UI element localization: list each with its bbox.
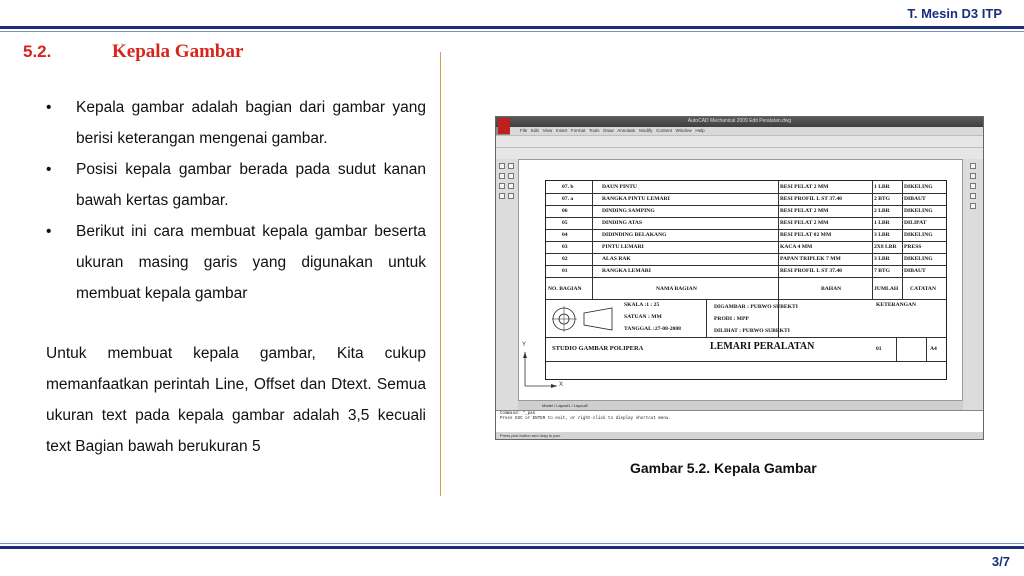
title-block-cell: DIBAUT xyxy=(904,268,926,274)
title-block-cell: RANGKA LEMARI xyxy=(602,268,651,274)
menu-bar xyxy=(510,127,983,135)
menu-view: View xyxy=(542,128,553,133)
title-block-cell: BESI PROFIL L ST 37.40 xyxy=(780,196,842,202)
title-block-cell: ALAS RAK xyxy=(602,256,631,262)
footer-rule xyxy=(0,546,1024,549)
title-block-line xyxy=(778,181,779,337)
title-block-line xyxy=(706,299,707,337)
header-rule xyxy=(0,26,1024,29)
polyline-icon xyxy=(508,163,514,169)
section-number: 5.2. xyxy=(23,42,52,61)
title-block xyxy=(545,180,947,380)
projection-symbol-icon xyxy=(552,305,618,333)
command-window xyxy=(496,410,983,432)
title-block-cell: CATATAN xyxy=(910,286,936,292)
title-block-cell: 05 xyxy=(562,220,568,226)
title-block-cell: DAUN PINTU xyxy=(602,184,637,190)
title-block-cell: PRESS xyxy=(904,244,922,250)
erase-icon xyxy=(970,163,976,169)
title-block-cell: DIGAMBAR : PURWO SUBEKTI xyxy=(714,304,798,310)
title-block-cell: TANGGAL :27-08-2008 xyxy=(624,326,681,332)
block-icon xyxy=(508,193,514,199)
hatch-icon xyxy=(508,183,514,189)
menu-format: Format xyxy=(571,128,586,133)
title-block-cell: BESI PELAT 2 MM xyxy=(780,208,829,214)
right-toolbar xyxy=(963,159,983,411)
title-block-cell: 03 xyxy=(562,244,568,250)
title-block-cell: 1 LBR xyxy=(874,184,890,190)
title-block-cell: DIDINDING BELAKANG xyxy=(602,232,667,238)
menu-file: File xyxy=(520,128,528,133)
title-block-cell: KETERANGAN xyxy=(876,302,917,308)
line-icon xyxy=(499,163,505,169)
bullet-icon: • xyxy=(46,161,52,178)
bullet-icon: • xyxy=(46,223,52,240)
title-block-cell: 02 xyxy=(562,256,568,262)
title-block-cell: 2X8 LBR xyxy=(874,244,897,250)
title-block-cell: 7 BTG xyxy=(874,268,891,274)
title-block-cell: 3 LBR xyxy=(874,256,890,262)
title-block-cell: NO. BAGIAN xyxy=(548,286,582,292)
circle-icon xyxy=(499,173,505,179)
title-block-cell: BESI PROFIL L ST 37.40 xyxy=(780,268,842,274)
toolbar-layers xyxy=(496,147,983,159)
column-divider xyxy=(440,52,441,496)
title-block-cell: 2 BTG xyxy=(874,196,891,202)
title-block-cell: JUMLAH xyxy=(874,286,899,292)
title-block-cell: 07. a xyxy=(562,196,574,202)
title-block-cell: DIKELING xyxy=(904,232,933,238)
section-title: Kepala Gambar xyxy=(112,41,244,62)
title-block-cell: 04 xyxy=(562,232,568,238)
bullet-icon: • xyxy=(46,99,52,116)
title-block-cell: DINDING SAMPING xyxy=(602,208,655,214)
bullet-text: Kepala gambar adalah bagian dari gambar yang berisi keterangan mengenai gambar. xyxy=(76,99,426,147)
title-block-line xyxy=(546,277,946,278)
left-toolbar xyxy=(496,159,518,411)
title-block-cell: PRODI : MPP xyxy=(714,316,749,322)
title-block-cell: BESI PELAT 2 MM xyxy=(780,184,829,190)
title-block-line xyxy=(896,337,897,361)
text-icon xyxy=(499,193,505,199)
menu-content: Content xyxy=(656,128,672,133)
arc-icon xyxy=(508,173,514,179)
menu-window: Window xyxy=(675,128,692,133)
axis-x-label: X xyxy=(559,382,564,388)
rectangle-icon xyxy=(499,183,505,189)
title-block-cell: 2 LBR xyxy=(874,208,890,214)
title-block-cell: 01 xyxy=(562,268,568,274)
command-line: Press ESC or ENTER to exit, or right-click to display shortcut menu. xyxy=(500,417,671,421)
title-block-cell: DILIPAT xyxy=(904,220,927,226)
title-block-cell: 1 LBR xyxy=(874,220,890,226)
title-block-cell: RANGKA PINTU LEMARI xyxy=(602,196,670,202)
title-block-cell: BESI PELAT 02 MM xyxy=(780,232,832,238)
menu-tools: Tools xyxy=(588,128,600,133)
bullet-text: Posisi kepala gambar berada pada sudut kanan bawah kertas gambar. xyxy=(76,161,426,209)
title-block-cell: 06 xyxy=(562,208,568,214)
title-block-cell: DILIHAT : PURWO SUBEKTI xyxy=(714,328,790,334)
menu-insert: Insert xyxy=(556,128,568,133)
title-block-cell: DINDING ATAS xyxy=(602,220,643,226)
move-icon xyxy=(970,203,976,209)
toolbar-standard xyxy=(496,135,983,147)
offset-icon xyxy=(970,193,976,199)
title-block-cell: STUDIO GAMBAR POLIPERA xyxy=(552,345,644,352)
bullet-item xyxy=(46,216,426,309)
title-block-cell: DIKELING xyxy=(904,208,933,214)
title-block-cell: PINTU LEMARI xyxy=(602,244,644,250)
menu-draw: Draw xyxy=(603,128,614,133)
menu-edit: Edit xyxy=(531,128,539,133)
bullet-text: Berikut ini cara membuat kepala gambar beserta ukuran masing garis yang digunakan untuk membuat kepala gambar xyxy=(76,223,426,302)
autocad-screenshot xyxy=(495,116,984,440)
title-block-cell: A4 xyxy=(930,346,937,352)
title-block-cell: DIKELING xyxy=(904,256,933,262)
bullet-item xyxy=(46,92,426,154)
copy-icon xyxy=(970,173,976,179)
title-block-line xyxy=(926,337,927,361)
title-block-cell: 3 LBR xyxy=(874,232,890,238)
title-block-cell: PAPAN TRIPLEK 7 MM xyxy=(780,256,841,262)
menu-modify: Modify xyxy=(639,128,653,133)
body-paragraph: Untuk membuat kepala gambar, Kita cukup memanfaatkan perintah Line, Offset dan Dtext. Semua ukuran text pada kepala gambar adalah 3,5 kecuali text Bagian bawah berukuran 5 xyxy=(46,345,426,455)
title-block-line xyxy=(546,361,946,362)
bullet-item xyxy=(46,154,426,216)
title-block-cell: SKALA :1 : 25 xyxy=(624,302,660,308)
title-block-cell: LEMARI PERALATAN xyxy=(710,341,815,352)
footer-rule-thin xyxy=(0,543,1024,544)
title-block-cell: NAMA BAGIAN xyxy=(656,286,697,292)
title-block-line xyxy=(546,337,946,338)
mirror-icon xyxy=(970,183,976,189)
brand-label: T. Mesin D3 ITP xyxy=(907,6,1002,21)
title-block-line xyxy=(592,181,593,299)
title-block-line xyxy=(872,181,873,299)
title-block-cell: 01 xyxy=(876,346,882,352)
status-bar: Press pick button and drag to pan. xyxy=(496,432,983,440)
menu-annotate: Annotate xyxy=(617,128,636,133)
bullet-list xyxy=(46,92,426,309)
window-titlebar xyxy=(496,117,983,127)
title-block-cell: KACA 4 MM xyxy=(780,244,813,250)
drawing-canvas xyxy=(518,159,963,401)
header-rule-thin xyxy=(0,31,1024,32)
menu-help: Help xyxy=(695,128,705,133)
title-block-cell: DIKELING xyxy=(904,184,933,190)
axis-y-label: Y xyxy=(522,342,527,348)
title-block-line xyxy=(902,181,903,299)
title-block-cell: DIBAUT xyxy=(904,196,926,202)
window-title: AutoCAD Mechanical 2009 Edit Peralatan.dwg xyxy=(687,118,792,124)
layout-tabs: Model / Layout1 / Layout2 xyxy=(518,401,963,410)
figure-caption: Gambar 5.2. Kepala Gambar xyxy=(630,460,817,476)
command-line: Command: *_pan xyxy=(500,412,536,416)
title-block-cell: SATUAN : MM xyxy=(624,314,662,320)
page-number: 3/7 xyxy=(991,554,1010,569)
title-block-cell: 07. b xyxy=(562,184,574,190)
title-block-cell: BESI PELAT 2 MM xyxy=(780,220,829,226)
autocad-logo-icon xyxy=(498,118,510,134)
title-block-cell: BAHAN xyxy=(821,286,842,292)
